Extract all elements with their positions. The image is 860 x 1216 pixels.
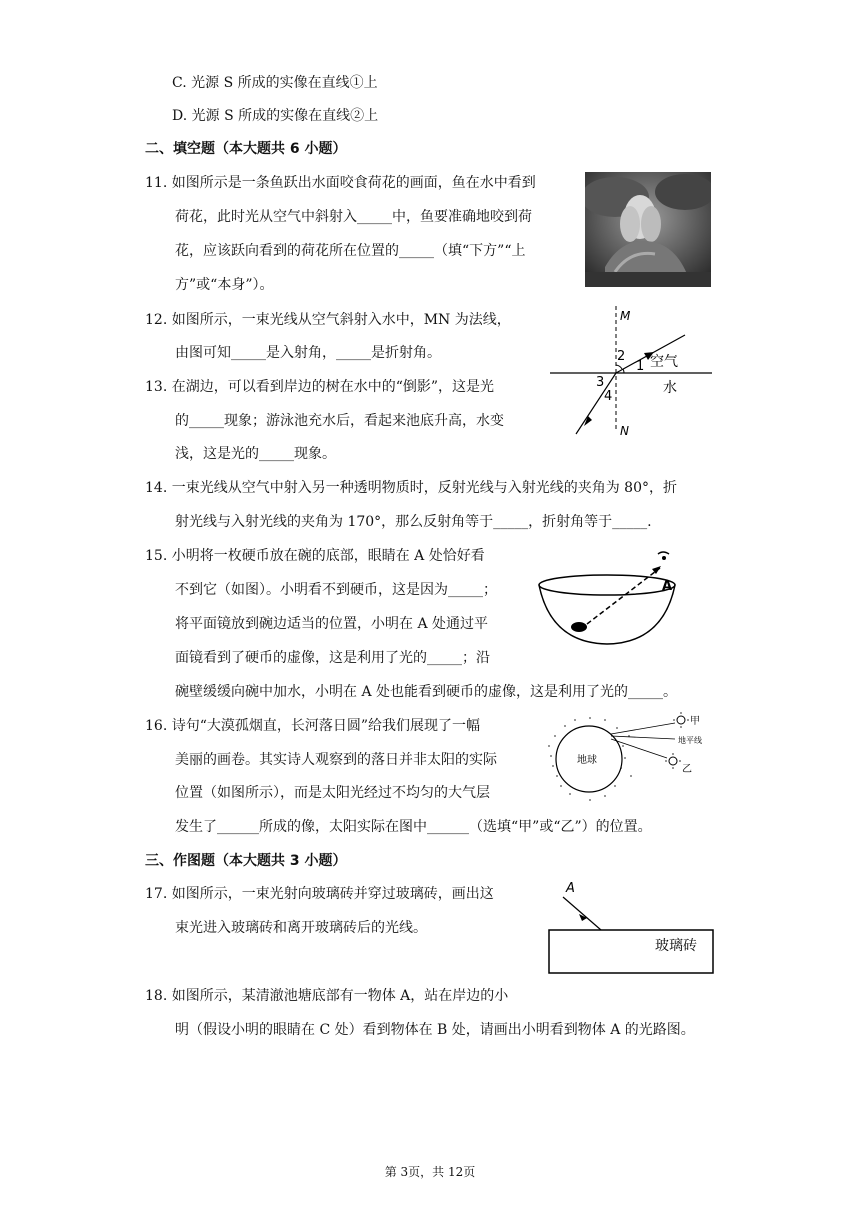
q16-line-1: 16. 诗句“大漠孤烟直，长河落日圆”给我们展现了一幅 [145, 718, 481, 734]
glass-brick-diagram [545, 877, 720, 977]
q15-line-2: 不到它（如图）。小明看不到硬币，这是因为_____； [175, 582, 497, 598]
label-n: N [620, 424, 629, 438]
earth-sun-diagram [545, 706, 720, 806]
q16-line-3: 位置（如图所示），而是太阳光经过不均匀的大气层 [175, 785, 490, 801]
angle-4: 4 [604, 389, 613, 404]
label-a: A [566, 881, 575, 896]
angle-3: 3 [596, 375, 605, 390]
q12-line-2: 由图可知_____是入射角，_____是折射角。 [175, 345, 441, 361]
q13-line-1: 13. 在湖边，可以看到岸边的树在水中的“倒影”，这是光 [145, 379, 495, 395]
q14-line-1: 14. 一束光线从空气中射入另一种透明物质时，反射光线与入射光线的夹角为 80°，折 [145, 480, 677, 496]
page-footer: 第 3页，共 12页 [384, 1165, 476, 1179]
angle-2: 2 [617, 349, 626, 364]
q11-line-2: 荷花，此时光从空气中斜射入_____中，鱼要准确地咬到荷 [175, 209, 532, 225]
label-yi: 乙 [682, 764, 692, 775]
label-horizon: 地平线 [678, 736, 702, 745]
label-a: A [662, 579, 673, 594]
q16-line-2: 美丽的画卷。其实诗人观察到的落日并非太阳的实际 [175, 752, 497, 768]
q15-line-1: 15. 小明将一枚硬币放在碗的底部，眼睛在 A 处恰好看 [145, 548, 485, 564]
q13-line-3: 浅，这是光的_____现象。 [175, 446, 336, 462]
q11-line-4: 方”或“本身”）。 [175, 277, 274, 293]
section-3-title: 三、作图题（本大题共 3 小题） [145, 853, 347, 869]
label-jia: 甲 [690, 716, 700, 727]
option-c: C. 光源 S 所成的实像在直线①上 [172, 75, 378, 91]
q15-line-5: 碗壁缓缓向碗中加水，小明在 A 处也能看到硬币的虚像，这是利用了光的_____。 [175, 684, 678, 700]
q18-line-2: 明（假设小明的眼睛在 C 处）看到物体在 B 处，请画出小明看到物体 A 的光路图。 [175, 1022, 695, 1038]
q18-line-1: 18. 如图所示，某清澈池塘底部有一物体 A，站在岸边的小 [145, 988, 509, 1004]
label-water: 水 [663, 380, 677, 396]
q15-line-3: 将平面镜放到碗边适当的位置，小明在 A 处通过平 [175, 616, 489, 632]
q17-line-1: 17. 如图所示，一束光射向玻璃砖并穿过玻璃砖，画出这 [145, 886, 494, 902]
label-glass: 玻璃砖 [655, 938, 697, 954]
refraction-diagram [550, 300, 720, 440]
bowl-diagram [535, 548, 695, 648]
q11-line-3: 花，应该跃向看到的荷花所在位置的_____（填“下方”“上 [175, 243, 526, 259]
label-air: 空气 [650, 354, 678, 370]
q15-line-4: 面镜看到了硬币的虚像，这是利用了光的_____；沿 [175, 650, 490, 666]
q14-line-2: 射光线与入射光线的夹角为 170°，那么反射角等于_____，折射角等于_____. [175, 514, 652, 530]
q12-line-1: 12. 如图所示，一束光线从空气斜射入水中，MN 为法线， [145, 312, 511, 328]
label-m: M [620, 309, 631, 323]
angle-1: 1 [636, 359, 645, 374]
q13-line-2: 的_____现象；游泳池充水后，看起来池底升高，水变 [175, 413, 504, 429]
q17-line-2: 束光进入玻璃砖和离开玻璃砖后的光线。 [175, 920, 427, 936]
fish-lotus-photo [585, 172, 711, 287]
q16-line-4: 发生了______所成的像，太阳实际在图中______（选填“甲”或“乙”）的位置。 [175, 819, 652, 835]
section-2-title: 二、填空题（本大题共 6 小题） [145, 141, 347, 157]
q11-line-1: 11. 如图所示是一条鱼跃出水面咬食荷花的画面，鱼在水中看到 [145, 175, 536, 191]
label-earth: 地球 [577, 755, 597, 766]
option-d: D. 光源 S 所成的实像在直线②上 [172, 108, 379, 124]
